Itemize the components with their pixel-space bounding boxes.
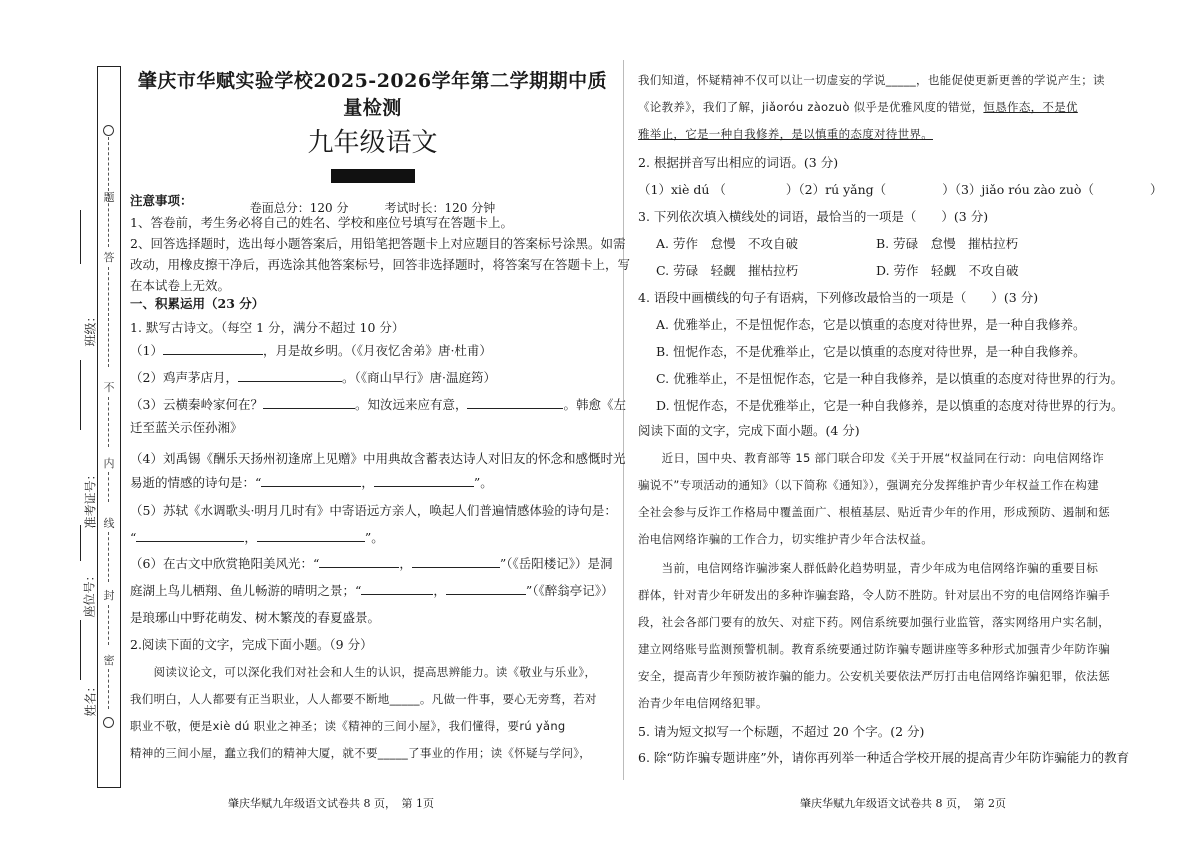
exam-title: 肇庆市华赋实验学校2025-2026学年第二学期期中质量检测 [137,70,608,119]
q1-item-3: （3）云横秦岭家何在？ 。知汝远来应有意， 。韩愈《左 [130,397,626,412]
answer-blank[interactable] [446,583,526,595]
answer-blank[interactable] [467,397,563,409]
binding-mark: 不 [103,381,115,394]
q1-item-4-answer: 易逝的情感的诗句是：“ ， ”。 [130,475,493,490]
q1-item-1: （1） ，月是故乡明。（《月夜忆舍弟》唐·杜甫） [130,343,492,358]
answer-blank[interactable] [136,530,244,542]
q1-item-2: （2）鸡声茅店月， 。（《商山早行》唐·温庭筠） [130,370,496,385]
binding-mark: 内 [103,457,115,470]
underlined-sentence-cont: 雅举止，它是一种自我修养，是以慎重的态度对待世界。 [638,127,933,141]
binding-hole-top [103,125,114,136]
binding-dashline [108,267,109,367]
passage-line: 精神的三间小屋，蠢立我们的精神大厦，就不要_____了事业的作用；读《怀疑与学问》， [130,746,592,760]
answer-blank[interactable] [257,530,365,542]
name-field-label: 姓名： [83,680,98,717]
q1-item-5: （5）苏轼《水调歌头·明月几时有》中寄语远方亲人，唤起人们普遍情感体验的诗句是： [130,503,617,518]
binding-hole-bottom [103,717,114,728]
binding-strip [97,66,121,788]
binding-mark: 答 [103,251,115,264]
footer-page-1: 肇庆华赋九年级语文试卷共 8 页， 第 1页 [228,797,434,810]
q1-item-4: （4）刘禹锡《酬乐天扬州初逢席上见赠》中用典故含蓄表达诗人对旧友的怀念和感慨时光 [130,451,626,466]
seat-field-label: 座位号： [82,569,97,618]
question-fill: 3. 下列依次填入横线处的词语，最恰当的一项是（ ）(3 分) [638,209,989,224]
binding-dashline [108,605,109,645]
answer-blank[interactable] [412,556,500,568]
notice-line: 改动，用橡皮擦干净后，再选涂其他答案标号，回答非选择题时，将答案写在答题卡上，写 [130,257,631,272]
binding-mark: 封 [103,589,115,602]
notice-line: 在本试卷上无效。 [130,278,231,293]
answer-blank[interactable] [163,343,263,355]
underlined-sentence: 恒恳作态，不是优 [983,100,1078,114]
exam-id-field-line [80,360,81,430]
passage2-line: 当前，电信网络诈骗涉案人群低龄化趋势明显，青少年成为电信网络诈骗的重要目标 [638,561,1099,575]
answer-blank[interactable] [319,556,399,568]
answer-blank[interactable] [374,475,474,487]
option-b[interactable]: B. 劳碌 怠慢 摧枯拉朽 [876,236,1019,251]
notice-line: 2、回答选择题时，选出每小题答案后，用铅笔把答题卡上对应题目的答案标号涂黑。如需 [130,236,626,251]
notice-heading: 注意事项： [130,193,193,208]
question-sentence: 4. 语段中画横线的句子有语病，下列修改最恰当的一项是（ ）(3 分) [638,290,1039,305]
question-6: 6. 除“防诈骗专题讲座”外，请你再列举一种适合学校开展的提高青少年防诈骗能力的教育 [638,750,1130,765]
passage-line: 《论教养》，我们了解，jiǎoróu zàozuò 似乎是优雅风度的错觉，恒恳作态，不是优 [638,100,1078,114]
passage2-line: 治电信网络诈骗的工作合力，切实维护青少年合法权益。 [638,532,933,546]
option-c[interactable]: C. 劳碌 轻觑 摧枯拉朽 [656,263,799,278]
binding-dashline [108,397,109,447]
q1-item-6: （6）在古文中欣赏艳阳美风光：“ ， ”（《岳阳楼记》）是洞 [130,556,613,571]
binding-dashline [108,532,109,582]
name-field-line [80,620,81,680]
page-divider [623,60,624,780]
sentence-option-a[interactable]: A. 优雅举止，不是忸怩作态，它是以慎重的态度对待世界，是一种自我修养。 [656,317,1086,332]
passage2-line: 治青少年电信网络犯罪。 [638,696,768,710]
binding-dashline [108,472,109,502]
q1-item-3-cont: 迁至蓝关示侄孙湘》 [130,420,243,435]
passage2-line: 段，社会各部门要有的放矢、对症下药。网信系统要加强行业监管，落实网络用户实名制， [638,615,1110,629]
notice-line: 1、答卷前，考生务必将自己的姓名、学校和座位号填写在答题卡上。 [130,215,513,230]
class-field-label: 班级： [83,310,98,347]
q1-item-6-cont: 庭湖上鸟儿栖翔、鱼儿畅游的晴明之景；“ ， ”（《醉翁亭记》） [130,583,614,598]
binding-mark: 题 [103,191,115,204]
passage2-line: 骗说不”专项活动的通知》（以下简称《通知》），强调充分发挥维护青少年权益工作在构建 [638,478,1100,492]
question-2: 2.阅读下面的文字，完成下面小题。（9 分） [130,637,373,652]
passage2-line: 近日，国中央、教育部等 15 部门联合印发《关于开展“权益同在行动：向电信网络诈 [638,451,1104,465]
option-d[interactable]: D. 劳作 轻觑 不攻自破 [876,263,1019,278]
redacted-bar [331,169,415,183]
class-field-line [80,210,81,264]
passage-line: 我们知道，怀疑精神不仅可以让一切虚妄的学说_____，也能促使更新更善的学说产生；读 [638,73,1105,87]
option-a[interactable]: A. 劳作 怠慢 不攻自破 [656,236,799,251]
exam-id-field-label: 准考证号： [83,468,98,529]
answer-blank[interactable] [238,370,342,382]
binding-mark: 密 [103,654,115,667]
answer-blank[interactable] [361,583,433,595]
section-heading: 一、积累运用（23 分） [130,296,265,311]
passage2-line: 建立网络账号监测预警机制。教育系统要通过防诈骗专题讲座等多种形式加强青少年防诈骗 [638,642,1110,656]
page-1 [130,66,631,760]
passage2-line: 群体，针对青少年研发出的多种诈骗套路，令人防不胜防。针对层出不穷的电信网络诈骗手 [638,588,1110,602]
question-pinyin: 2. 根据拼音写出相应的词语。(3 分) [638,155,839,170]
pinyin-items: （1）xiè dú （ ）（2）rú yǎng（ ）（3）jiǎo róu zào zuò（ ） [638,182,1163,197]
q1-item-5-answer: “ ， ”。 [130,530,384,545]
sentence-option-d[interactable]: D. 忸怩作态，不是优雅举止，它是一种自我修养，是以慎重的态度对待世界的行为。 [656,398,1124,413]
exam-meta: 卷面总分：120 分 考试时长：120 分钟 [249,201,496,215]
passage-line: 职业不敬，便是xiè dú 职业之神圣；读《精神的三间小屋》，我们懂得，要rú yǎng [130,719,566,733]
question-1: 1. 默写古诗文。（每空 1 分，满分不超过 10 分） [130,320,405,335]
answer-blank[interactable] [261,475,361,487]
passage2-line: 安全，提高青少年预防被诈骗的能力。公安机关要依法严厉打击电信网络诈骗犯罪，依法惩 [638,669,1110,683]
passage-line: 我们明白，人人都要有正当职业，人人都要不断地_____。凡做一件事，要心无旁骛，若对 [130,692,597,706]
sentence-option-b[interactable]: B. 忸怩作态，不是优雅举止，它是以慎重的态度对待世界，是一种自我修养。 [656,344,1086,359]
read-instruction: 阅读下面的文字，完成下面小题。(4 分) [638,423,860,438]
footer-page-2: 肇庆华赋九年级语文试卷共 8 页， 第 2页 [800,797,1006,810]
passage-line: 阅读议论文，可以深化我们对社会和人生的认识，提高思辨能力。读《敬业与乐业》， [130,665,597,679]
binding-mark: 线 [103,517,115,530]
q1-item-6-end: 是琅琊山中野花萌发、树木繁茂的春夏盛景。 [130,610,381,625]
question-5: 5. 请为短文拟写一个标题，不超过 20 个字。(2 分) [638,724,925,739]
exam-subject: 九年级语文 [307,128,438,158]
answer-blank[interactable] [263,397,355,409]
binding-dashline [108,669,109,709]
passage2-line: 全社会参与反诈工作格局中覆盖面广、根植基层、贴近青少年的作用，形成预防、遏制和惩 [638,505,1110,519]
seat-field-line [80,525,81,561]
sentence-option-c[interactable]: C. 优雅举止，不是忸怩作态，它是一种自我修养，是以慎重的态度对待世界的行为。 [656,371,1124,386]
